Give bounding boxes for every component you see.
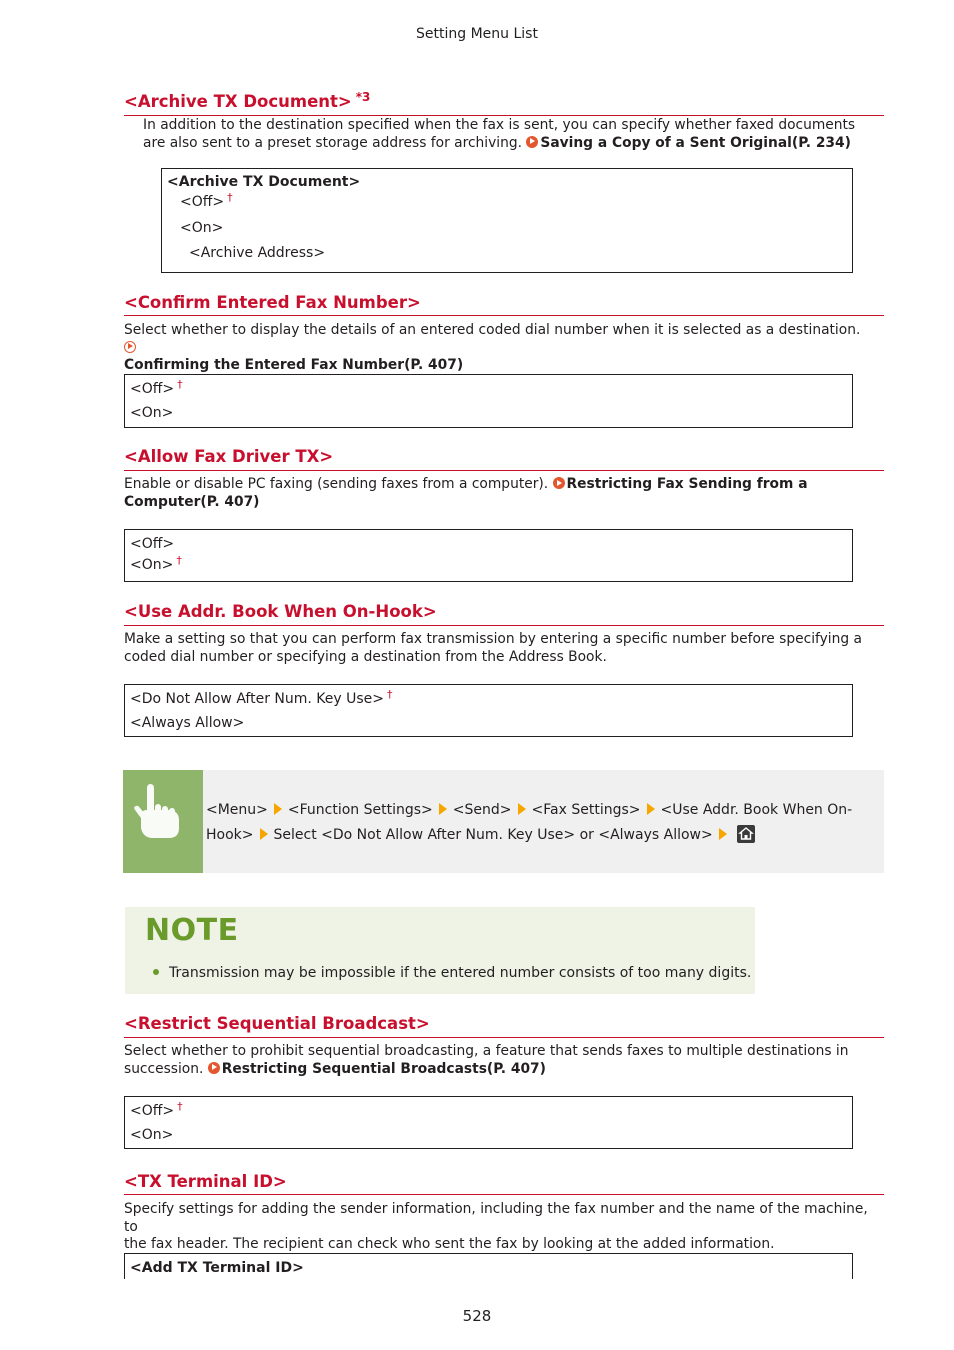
link-restricting-seq-broadcasts[interactable]: Restricting Sequential Broadcasts(P. 407) bbox=[221, 1060, 546, 1077]
heading-rule bbox=[124, 625, 884, 626]
use-addr-options-box bbox=[124, 684, 853, 737]
section-heading-tx-terminal: <TX Terminal ID> bbox=[124, 1172, 287, 1191]
confirm-fax-description: Select whether to display the details of an entered coded dial number when it is selected as a destination. Confirming the Entered Fax Number(P. 407) bbox=[124, 322, 861, 373]
option-off: <Off> bbox=[130, 536, 175, 552]
step-fax-settings: <Fax Settings> bbox=[531, 802, 641, 818]
tx-terminal-options-box bbox=[124, 1253, 853, 1279]
running-header: Setting Menu List bbox=[416, 26, 538, 42]
option-off: <Off> † bbox=[130, 378, 183, 397]
hand-pointer-icon bbox=[123, 770, 203, 873]
step-use-addr-book-cont: Hook> bbox=[206, 827, 254, 843]
triangle-arrow-icon bbox=[518, 803, 526, 815]
link-restricting-fax-sending[interactable]: Restricting Fax Sending from a bbox=[566, 476, 808, 492]
operation-steps bbox=[206, 799, 866, 846]
link-arrow-icon bbox=[208, 1062, 220, 1074]
default-mark: † bbox=[387, 688, 393, 701]
option-on: <On> † bbox=[130, 554, 182, 573]
section-heading-archive-tx bbox=[124, 92, 370, 113]
heading-rule bbox=[124, 115, 884, 116]
use-addr-description: Make a setting so that you can perform fax transmission by entering a specific number before specifying a coded dial number or specifying a destination from the Address Book. bbox=[124, 631, 862, 665]
archive-tx-description: In addition to the destination specified when the fax is sent, you can specify whether faxed documents are also sent to a preset storage address for archiving. Saving a Copy of a Sent Original(P. 234) bbox=[143, 117, 856, 151]
home-icon bbox=[737, 825, 755, 843]
allow-driver-description: Enable or disable PC faxing (sending faxes from a computer). Restricting Fax Sending from a Computer(P. 407) bbox=[124, 476, 808, 510]
triangle-arrow-icon bbox=[719, 828, 727, 840]
step-select: Select <Do Not Allow After Num. Key Use> or <Always Allow> bbox=[273, 827, 713, 843]
option-archive-address: <Archive Address> bbox=[189, 245, 326, 261]
hand-icon-box bbox=[123, 770, 203, 873]
note-item: Transmission may be impossible if the entered number consists of too many digits. bbox=[153, 965, 751, 981]
option-on: <On> bbox=[180, 220, 224, 236]
heading-rule bbox=[124, 470, 884, 471]
option-off: <Off> † bbox=[180, 191, 233, 210]
option-on: <On> bbox=[130, 1127, 174, 1143]
page-number: 528 bbox=[462, 1307, 492, 1325]
default-mark: † bbox=[227, 191, 233, 204]
heading-rule bbox=[124, 1194, 884, 1195]
option-on: <On> bbox=[130, 405, 174, 421]
triangle-arrow-icon bbox=[439, 803, 447, 815]
step-use-addr-book: <Use Addr. Book When On- bbox=[660, 802, 853, 818]
link-arrow-icon bbox=[526, 136, 538, 148]
heading-rule bbox=[124, 1037, 884, 1038]
footnote-mark: *3 bbox=[355, 90, 371, 104]
heading-text: <Archive TX Document> bbox=[124, 92, 352, 111]
step-menu: <Menu> bbox=[206, 802, 268, 818]
link-arrow-icon bbox=[124, 341, 136, 353]
step-send: <Send> bbox=[452, 802, 512, 818]
restrict-seq-options-box bbox=[124, 1096, 853, 1149]
triangle-arrow-icon bbox=[260, 828, 268, 840]
note-panel bbox=[125, 907, 755, 994]
default-mark: † bbox=[176, 554, 182, 567]
link-arrow-icon bbox=[553, 477, 565, 489]
step-function-settings: <Function Settings> bbox=[287, 802, 433, 818]
link-saving-copy[interactable]: Saving a Copy of a Sent Original(P. 234) bbox=[540, 134, 851, 151]
option-always-allow: <Always Allow> bbox=[130, 715, 245, 731]
heading-rule bbox=[124, 315, 884, 316]
section-heading-use-addr-book: <Use Addr. Book When On-Hook> bbox=[124, 602, 437, 621]
restrict-seq-description: Select whether to prohibit sequential broadcasting, a feature that sends faxes to multiple destinations in succession. Restricting Sequential Broadcasts(P. 407) bbox=[124, 1043, 849, 1077]
confirm-fax-options-box bbox=[124, 374, 853, 428]
allow-driver-options-box bbox=[124, 529, 853, 582]
section-heading-confirm-fax: <Confirm Entered Fax Number> bbox=[124, 293, 421, 312]
tx-terminal-description: Specify settings for adding the sender information, including the fax number and the name of the machine, to the fax header. The recipient can check who sent the fax by looking at the added information. bbox=[124, 1201, 868, 1252]
bullet-icon bbox=[153, 969, 159, 975]
link-restricting-fax-sending-cont[interactable]: Computer(P. 407) bbox=[124, 493, 260, 510]
triangle-arrow-icon bbox=[647, 803, 655, 815]
link-confirming-fax-number[interactable]: Confirming the Entered Fax Number(P. 407) bbox=[124, 357, 464, 373]
option-off: <Off> † bbox=[130, 1100, 183, 1119]
archive-tx-options-box bbox=[161, 168, 853, 273]
options-box-title: <Archive TX Document> bbox=[167, 174, 361, 190]
options-box-title: <Add TX Terminal ID> bbox=[130, 1260, 304, 1276]
section-heading-allow-driver: <Allow Fax Driver TX> bbox=[124, 447, 334, 466]
default-mark: † bbox=[177, 1100, 183, 1113]
triangle-arrow-icon bbox=[274, 803, 282, 815]
note-title: NOTE bbox=[145, 913, 239, 948]
section-heading-restrict-seq: <Restrict Sequential Broadcast> bbox=[124, 1014, 430, 1033]
option-do-not-allow: <Do Not Allow After Num. Key Use> † bbox=[130, 688, 393, 707]
default-mark: † bbox=[177, 378, 183, 391]
